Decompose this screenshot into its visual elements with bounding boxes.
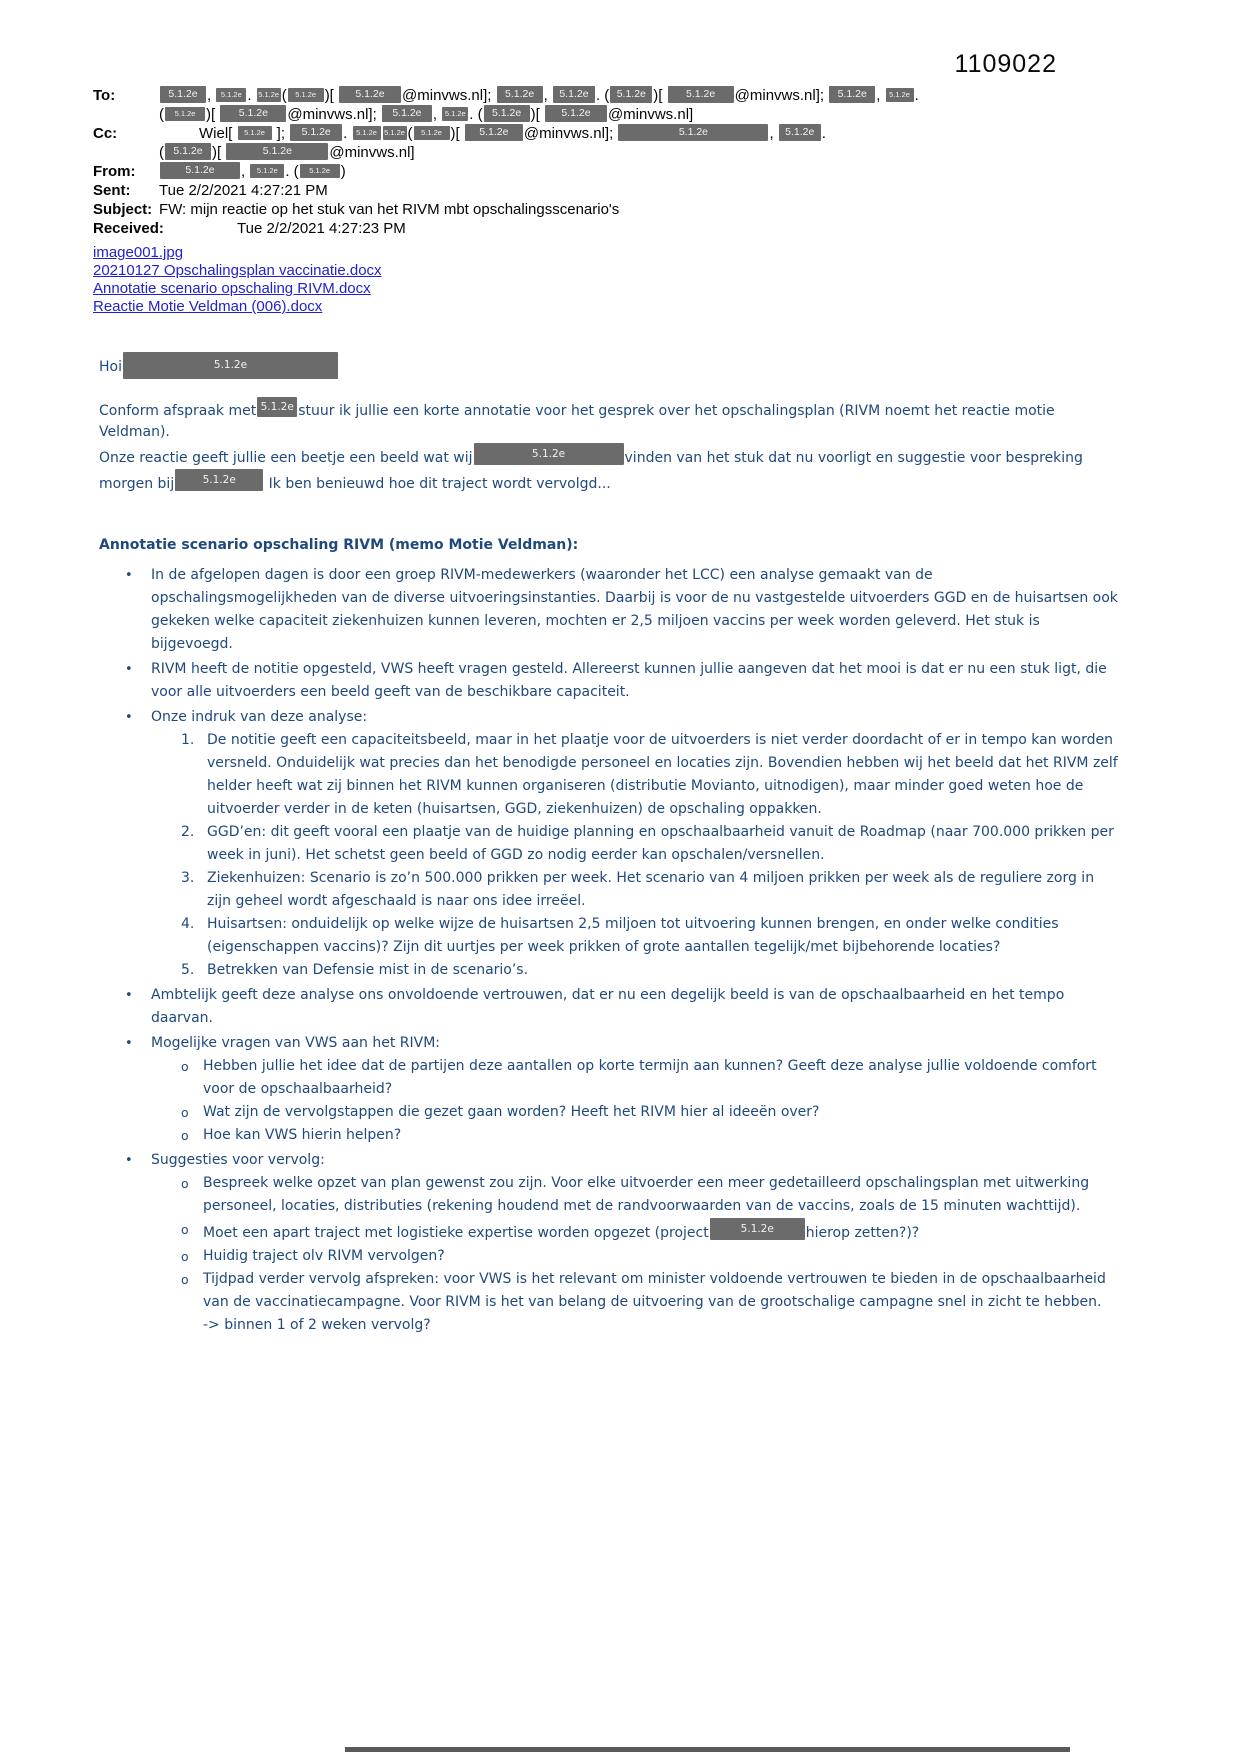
redaction-box: 5.1.2e	[779, 124, 821, 141]
sub-bullet-item	[99, 1124, 1119, 1147]
header-field-label: Cc:	[93, 125, 118, 142]
redaction-box: 5.1.2e	[123, 352, 338, 379]
header-field-label: Sent:	[93, 182, 131, 199]
list-marker: 3.	[181, 870, 195, 886]
redaction-box: 5.1.2e	[610, 86, 652, 103]
numbered-item	[99, 959, 1119, 982]
list-item-text: Onze indruk van deze analyse:	[151, 709, 368, 725]
redaction-box: 5.1.2e	[288, 88, 324, 102]
redaction-box: 5.1.2e	[442, 107, 468, 121]
list-marker: •	[125, 1036, 133, 1051]
list-item-text: Huidig traject olv RIVM vervolgen?	[203, 1248, 445, 1264]
sub-bullet-item	[99, 1268, 1119, 1337]
redaction-box: 5.1.2e	[216, 88, 246, 102]
list-item-text: Huisartsen: onduidelijk op welke wijze de huisartsen 2,5 miljoen tot uitvoering kunnen brengen, en onder welke condities (eigenschappen vaccins)? Zijn dit uurtjes per week prikken of grote aantallen tegelijk/met bijbehorende locaties?	[207, 916, 1059, 955]
header-field-value	[159, 124, 1103, 162]
list-marker: 1.	[181, 732, 195, 748]
list-item-text: Hoe kan VWS hierin helpen?	[203, 1127, 402, 1143]
redaction-box: 5.1.2e	[339, 86, 401, 103]
scan-edge-artifact	[345, 1747, 1070, 1752]
redaction-box: 5.1.2e	[465, 124, 523, 141]
email-header-fields	[93, 86, 1103, 238]
redaction-box: 5.1.2e	[383, 126, 407, 140]
redaction-box: 5.1.2e	[300, 164, 340, 178]
annotation-heading: Annotatie scenario opschaling RIVM (memo Motie Veldman):	[99, 537, 579, 553]
sub-bullet-item	[99, 1218, 1119, 1245]
header-field-label: From:	[93, 163, 136, 180]
redaction-box: 5.1.2e	[497, 86, 543, 103]
redaction-box: 5.1.2e	[545, 105, 607, 122]
bullet-item	[99, 706, 1119, 729]
redaction-box: 5.1.2e	[220, 105, 286, 122]
list-marker: •	[125, 710, 133, 725]
list-item-text: GGD’en: dit geeft vooral een plaatje van de huidige planning en opschaalbaarheid vanuit de Roadmap (naar 700.000 prikken per week in juni). Het schetst geen beeld of GGD zo nodig eerder kan opschalen/versnellen.	[207, 824, 1114, 863]
list-item-text: Mogelijke vragen van VWS aan het RIVM:	[151, 1035, 441, 1051]
numbered-item	[99, 729, 1119, 821]
header-line: Tue 2/2/2021 4:27:21 PM	[159, 182, 328, 199]
redaction-box: 5.1.2e	[829, 86, 875, 103]
list-marker: o	[181, 1222, 189, 1237]
bullet-item	[99, 564, 1119, 656]
redaction-box: 5.1.2e	[165, 143, 211, 160]
attachment-link[interactable]: 20210127 Opschalingsplan vaccinatie.docx	[93, 262, 382, 279]
list-item-text: Tijdpad verder vervolg afspreken: voor VWS is het relevant om minister voldoende vertrouwen te bieden in de opschaalbaarheid van de vaccinatiecampagne. Voor RIVM is het van belang de uitvoering van de grootschalige campagne snel in zicht te hebben. -> binnen 1 of 2 weken vervolg?	[203, 1271, 1106, 1333]
header-field-value	[159, 200, 1103, 219]
redaction-box: 5.1.2e	[160, 86, 206, 103]
sub-bullet-item	[99, 1101, 1119, 1124]
list-item-text: Moet een apart traject met logistieke expertise worden opgezet (project 5.1.2e hierop zetten?)?	[203, 1218, 1119, 1245]
list-marker: •	[125, 662, 133, 677]
redaction-box: 5.1.2e	[474, 443, 624, 465]
redaction-box: 5.1.2e	[553, 86, 595, 103]
header-line: 5.1.2e , 5.1.2e . 5.1.2e ( 5.1.2e )[ 5.1.2e @minvws.nl]; 5.1.2e , 5.1.2e . ( 5.1.2e )[ 5.1.2e @minvws.nl]; 5.1.2e , 5.1.2e .	[159, 86, 1103, 105]
redaction-box: 5.1.2e	[886, 88, 914, 102]
redaction-box: 5.1.2e	[257, 88, 281, 102]
header-field-value	[159, 181, 1103, 200]
header-line: Tue 2/2/2021 4:27:23 PM	[237, 220, 406, 237]
numbered-item	[99, 867, 1119, 913]
list-marker: •	[125, 988, 133, 1003]
header-line: Wiel[ 5.1.2e ]; 5.1.2e . 5.1.2e 5.1.2e ( 5.1.2e )[ 5.1.2e @minvws.nl]; 5.1.2e , 5.1.2e .	[199, 125, 826, 142]
sub-bullet-item	[99, 1055, 1119, 1101]
list-marker: o	[181, 1176, 189, 1191]
list-item-text: Wat zijn de vervolgstappen die gezet gaan worden? Heeft het RIVM hier al ideeën over?	[203, 1104, 820, 1120]
redaction-box: 5.1.2e	[414, 126, 450, 140]
header-row-from	[93, 162, 1103, 181]
header-row-cc	[93, 124, 1103, 162]
redaction-box: 5.1.2e	[353, 126, 381, 140]
list-marker: o	[181, 1128, 189, 1143]
header-field-value	[159, 86, 1103, 124]
redaction-box: 5.1.2e	[484, 105, 530, 122]
redaction-box: 5.1.2e	[175, 469, 263, 491]
list-marker: o	[181, 1272, 189, 1287]
header-line: ( 5.1.2e )[ 5.1.2e @minvws.nl]	[159, 144, 415, 161]
numbered-item	[99, 821, 1119, 867]
numbered-item	[99, 913, 1119, 959]
header-field-label: Subject:	[93, 201, 153, 218]
intro-paragraphs	[99, 397, 1119, 495]
header-field-value	[159, 162, 1103, 181]
list-item-text: De notitie geeft een capaciteitsbeeld, maar in het plaatje voor de uitvoerders is niet verder doordacht of er in tempo kan worden versneld. Onduidelijk wat precies dan het benodigde personeel en locaties zijn. Bovendien hebben wij het beeld dat het RIVM zelf helder heeft wat zij binnen het RIVM kunnen organiseren (distributie Movianto, uitnodigen), maar minder goed weten hoe de uitvoerder verder in de keten (huisartsen, GGD, ziekenhuizen) de opschaling oppakken.	[207, 732, 1118, 817]
header-field-label: Received:	[93, 220, 164, 237]
list-marker: o	[181, 1059, 189, 1074]
list-marker: 5.	[181, 962, 195, 978]
header-row-sent	[93, 181, 1103, 200]
list-marker: •	[125, 568, 133, 583]
redaction-box: 5.1.2e	[250, 164, 284, 178]
header-row-received	[93, 219, 1103, 238]
header-row-subject	[93, 200, 1103, 219]
list-marker: o	[181, 1105, 189, 1120]
list-item-text: Suggesties voor vervolg:	[151, 1152, 325, 1168]
header-field-label: To:	[93, 87, 116, 104]
annotation-list	[99, 564, 1119, 1337]
bullet-item	[99, 1149, 1119, 1172]
sub-bullet-item	[99, 1172, 1119, 1218]
document-number: 1109022	[954, 50, 1057, 78]
list-item-text: Bespreek welke opzet van plan gewenst zou zijn. Voor elke uitvoerder een meer gedetailleerd opschalingsplan met uitwerking personeel, locaties, distributies (rekening houdend met de randvoorwaarden van de vaccins, zoals de 15 minuten wachttijd).	[203, 1175, 1090, 1214]
list-item-text: Hebben jullie het idee dat de partijen deze aantallen op korte termijn aan kunnen? Geeft deze analyse jullie voldoende comfort voor de opschaalbaarheid?	[203, 1058, 1097, 1097]
bullet-item	[99, 1032, 1119, 1055]
redaction-box: 5.1.2e	[668, 86, 734, 103]
attachment-link[interactable]: Reactie Motie Veldman (006).docx	[93, 298, 323, 315]
header-row-to	[93, 86, 1103, 124]
email-body	[99, 352, 1119, 1337]
header-line: ( 5.1.2e )[ 5.1.2e @minvws.nl]; 5.1.2e , 5.1.2e . ( 5.1.2e )[ 5.1.2e @minvws.nl]	[159, 106, 694, 123]
paragraph: Onze reactie geeft jullie een beetje een beeld wat wij 5.1.2e vinden van het stuk dat nu voorligt en suggestie voor bespreking morgen bij 5.1.2e Ik ben benieuwd hoe dit traject wordt vervolgd...	[99, 443, 1119, 495]
bullet-item	[99, 658, 1119, 704]
paragraph: Conform afspraak met 5.1.2e stuur ik jullie een korte annotatie voor het gesprek over het opschalingsplan (RIVM noemt het reactie motie Veldman).	[99, 397, 1119, 443]
header-line: FW: mijn reactie op het stuk van het RIVM mbt opschalingsscenario's	[159, 201, 620, 218]
list-item-text: Ziekenhuizen: Scenario is zo’n 500.000 prikken per week. Het scenario van 4 miljoen prikken per week als de reguliere zorg in zijn geheel wordt afgeschaald is naar ons idee irreëel.	[207, 870, 1095, 909]
list-marker: •	[125, 1153, 133, 1168]
list-item-text: Betrekken van Defensie mist in de scenario’s.	[207, 962, 529, 978]
email-header	[93, 86, 1103, 316]
list-item-text: In de afgelopen dagen is door een groep RIVM-medewerkers (waaronder het LCC) een analyse gemaakt van de opschalingsmogelijkheden van de diverse uitvoeringsinstanties. Daarbij is voor de nu vastgestelde uitvoerders GGD en de huisartsen ook gekeken welke capaciteit ziekenhuizen kunnen leveren, mochten er 2,5 miljoen vaccins per week worden geleverd. Het stuk is bijgevoegd.	[151, 567, 1118, 652]
redaction-box: 5.1.2e	[618, 124, 768, 141]
redaction-box: 5.1.2e	[382, 105, 432, 122]
redaction-box: 5.1.2e	[226, 143, 328, 160]
list-marker: o	[181, 1249, 189, 1264]
list-item-text: RIVM heeft de notitie opgesteld, VWS heeft vragen gesteld. Allereerst kunnen jullie aangeven dat het mooi is dat er nu een stuk ligt, die voor alle uitvoerders een beeld geeft van de beschikbare capaciteit.	[151, 661, 1107, 700]
greeting-line: Hoi 5.1.2e	[99, 352, 1119, 382]
list-marker: 2.	[181, 824, 195, 840]
bullet-item	[99, 984, 1119, 1030]
redaction-box: 5.1.2e	[160, 162, 240, 179]
sub-bullet-item	[99, 1245, 1119, 1268]
attachment-list	[93, 244, 1103, 316]
redaction-box: 5.1.2e	[257, 397, 297, 417]
header-line: 5.1.2e , 5.1.2e . ( 5.1.2e )	[159, 162, 1103, 181]
redaction-box: 5.1.2e	[238, 126, 272, 140]
redaction-box: 5.1.2e	[165, 107, 205, 121]
redaction-box: 5.1.2e	[290, 124, 342, 141]
list-item-text: Ambtelijk geeft deze analyse ons onvoldoende vertrouwen, dat er nu een degelijk beeld is van de opschaalbaarheid en het tempo daarvan.	[151, 987, 1065, 1026]
list-marker: 4.	[181, 916, 195, 932]
attachment-link[interactable]: image001.jpg	[93, 244, 184, 261]
redaction-box: 5.1.2e	[710, 1218, 805, 1240]
attachment-link[interactable]: Annotatie scenario opschaling RIVM.docx	[93, 280, 371, 297]
header-field-value	[159, 219, 1103, 238]
